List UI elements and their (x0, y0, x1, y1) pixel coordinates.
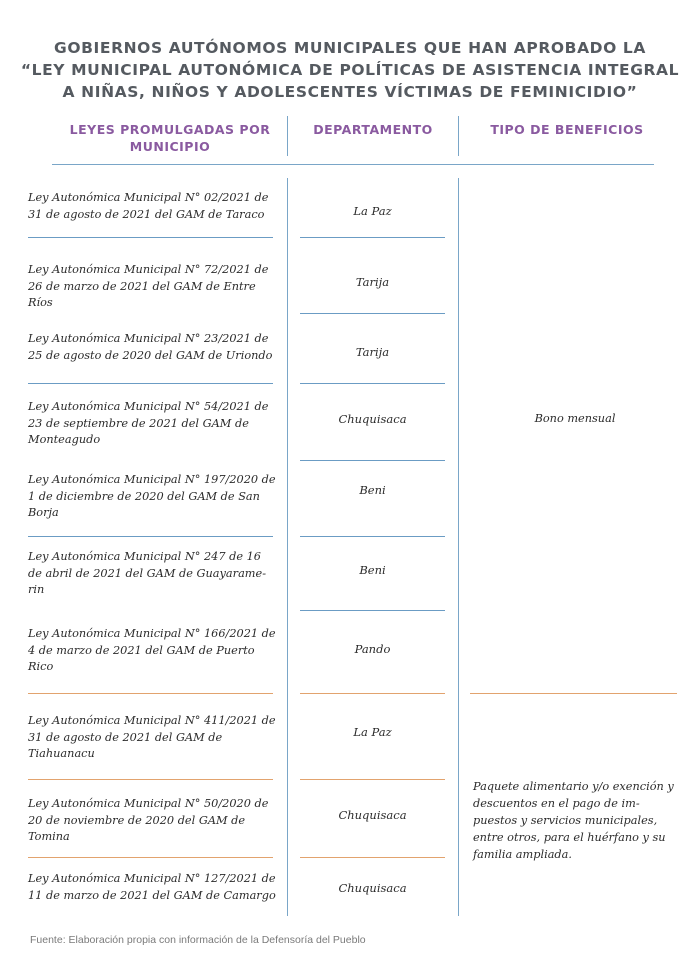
header-benefits: TIPO DE BENEFICIOS (490, 122, 644, 137)
header-laws-line-1: LEYES PROMULGADAS POR (69, 122, 271, 137)
department-cell: La Paz (353, 204, 392, 218)
group-divider (28, 693, 273, 694)
department-cell: Chuquisaca (338, 881, 407, 895)
title-line-2: “LEY MUNICIPAL AUTONÓMICA DE POLÍTICAS DE ASISTENCIA INTEGRAL (20, 61, 680, 79)
law-cell: Ley Autonómica Municipal N° 127/2021 de 11 de marzo de 2021 del GAM de Camargo (28, 872, 276, 902)
department-cell: Chuquisaca (338, 412, 407, 426)
law-cell: Ley Autonómica Municipal N° 02/2021 de 31 de agosto de 2021 del GAM de Taraco (28, 191, 269, 221)
benefit-cell: Paquete alimentario y/o exención y descuentos en el pago de im-puestos y servicios municipales, entre otros, para el huérfano y su familia ampliada. (473, 780, 674, 861)
department-cell: Tarija (355, 275, 390, 289)
department-cell: Tarija (355, 345, 390, 359)
department-cell: Chuquisaca (338, 808, 407, 822)
department-cell: Beni (359, 563, 386, 577)
department-cell: Beni (359, 483, 386, 497)
row-divider (28, 857, 273, 858)
header-laws-line-2: MUNICIPIO (129, 139, 211, 154)
row-divider (28, 779, 273, 780)
title-line-1: GOBIERNOS AUTÓNOMOS MUNICIPALES QUE HAN APROBADO LA (54, 39, 646, 57)
source-note: Fuente: Elaboración propia con información de la Defensoría del Pueblo (30, 934, 366, 946)
benefit-cell: Bono mensual (534, 412, 616, 425)
header-underline (52, 164, 654, 165)
row-divider (28, 383, 273, 384)
law-cell: Ley Autonómica Municipal N° 166/2021 de 4 de marzo de 2021 del GAM de Puerto Rico (28, 627, 276, 673)
header-divider (458, 116, 459, 156)
page-title (20, 37, 680, 103)
department-cell: La Paz (353, 725, 392, 739)
header-department: DEPARTAMENTO (313, 122, 433, 137)
row-divider (300, 610, 445, 611)
row-divider (28, 237, 273, 238)
row-divider (300, 383, 445, 384)
column-divider (287, 178, 288, 916)
law-cell: Ley Autonómica Municipal N° 247 de 16 de abril de 2021 del GAM de Guayarame-rin (28, 550, 267, 596)
law-cell: Ley Autonómica Municipal N° 72/2021 de 26 de marzo de 2021 del GAM de Entre Ríos (28, 263, 269, 309)
department-cell: Pando (354, 642, 391, 656)
row-divider (300, 460, 445, 461)
row-divider (28, 536, 273, 537)
law-cell: Ley Autonómica Municipal N° 23/2021 de 25 de agosto de 2020 del GAM de Uriondo (28, 332, 273, 362)
column-divider (458, 178, 459, 916)
title-line-3: A NIÑAS, NIÑOS Y ADOLESCENTES VÍCTIMAS DE FEMINICIDIO” (62, 83, 638, 101)
group-divider (470, 693, 677, 694)
law-cell: Ley Autonómica Municipal N° 50/2020 de 20 de noviembre de 2020 del GAM de Tomina (28, 797, 269, 843)
header-laws (50, 121, 290, 155)
group-divider (300, 693, 445, 694)
law-cell: Ley Autonómica Municipal N° 411/2021 de 31 de agosto de 2021 del GAM de Tiahuanacu (28, 714, 276, 760)
header-divider (287, 116, 288, 156)
row-divider (300, 313, 445, 314)
row-divider (300, 536, 445, 537)
law-cell: Ley Autonómica Municipal N° 54/2021 de 23 de septiembre de 2021 del GAM de Monteagudo (28, 400, 269, 446)
row-divider (300, 857, 445, 858)
row-divider (300, 779, 445, 780)
row-divider (300, 237, 445, 238)
law-cell: Ley Autonómica Municipal N° 197/2020 de 1 de diciembre de 2020 del GAM de San Borja (28, 473, 276, 519)
